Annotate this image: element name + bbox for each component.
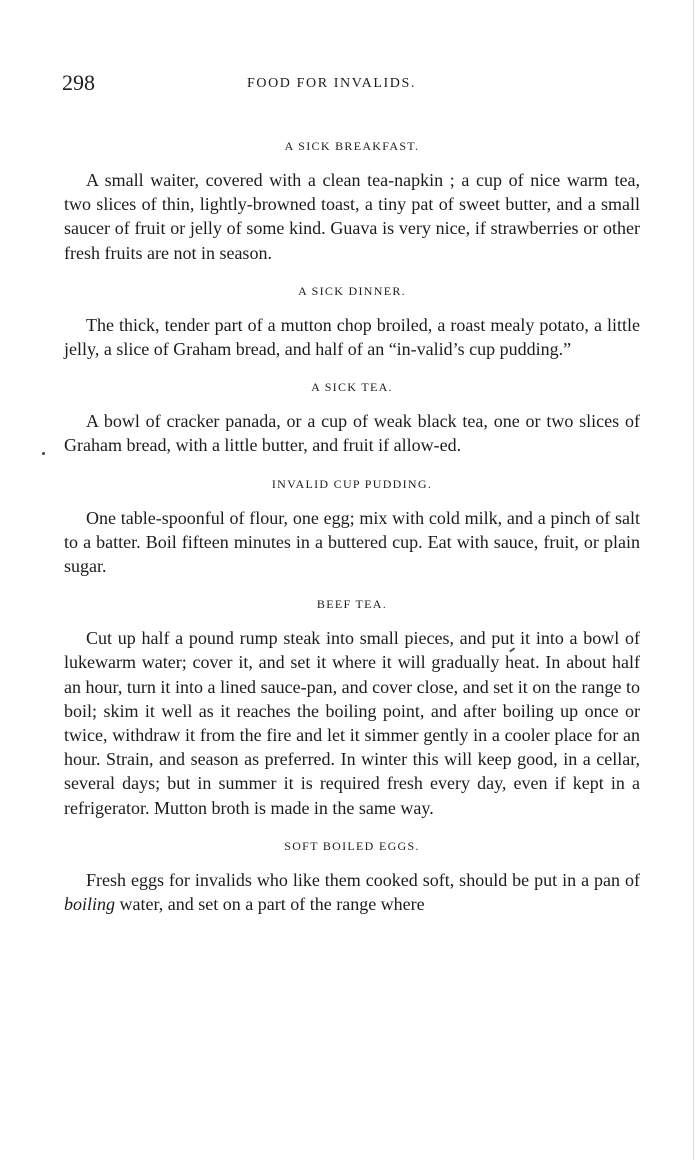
section-invalid-cup-pudding xyxy=(64,474,640,579)
section-paragraph: The thick, tender part of a mutton chop broiled, a roast mealy potato, a little jelly, a slice of Graham bread, and half of an “in-valid’s cup pudding.” xyxy=(64,314,640,360)
running-head: FOOD FOR INVALIDS. xyxy=(247,76,416,91)
section-beef-tea xyxy=(64,594,640,820)
stray-ink-mark xyxy=(42,452,45,455)
section-paragraph: Cut up half a pound rump steak into small pieces, and put it into a bowl of lukewarm water; cover it, and set it where it will gradually heat. In about half an hour, turn it into a lined sauce-pan, and cover close, and set it on the range to boil; skim it well as it reaches the boiling point, and after boiling up once or twice, withdraw it from the fire and let it simmer gently in a cooler place for an hour. Strain, and season as preferred. In winter this will keep good, in a cellar, several days; but in summer it is required fresh every day, even if kept in a refrigerator. Mutton broth is made in the same way. xyxy=(64,628,640,818)
section-sick-tea xyxy=(64,377,640,457)
page-body xyxy=(64,136,640,916)
section-heading: INVALID CUP PUDDING. xyxy=(271,476,433,491)
section-soft-boiled-eggs xyxy=(64,836,640,916)
section-sick-dinner xyxy=(64,281,640,361)
page-header xyxy=(62,70,640,100)
section-paragraph xyxy=(64,868,640,916)
section-heading: A SICK TEA. xyxy=(311,380,393,395)
paragraph-text: Fresh eggs for invalids who like them cooked soft, should be put in a pan of xyxy=(86,869,640,890)
section-heading: BEEF TEA. xyxy=(316,597,388,612)
section-heading: A SICK DINNER. xyxy=(298,283,406,298)
section-heading: SOFT BOILED EGGS. xyxy=(284,838,420,853)
section-heading: A SICK BREAKFAST. xyxy=(284,139,420,153)
page-edge xyxy=(693,0,694,1160)
section-sick-breakfast xyxy=(64,136,640,265)
section-paragraph: One table-spoonful of flour, one egg; mix with cold milk, and a pinch of salt to a batter. Boil fifteen minutes in a buttered cup. Eat with sauce, fruit, or plain sugar. xyxy=(64,507,640,577)
section-paragraph: A small waiter, covered with a clean tea-napkin ; a cup of nice warm tea, two slices of thin, lightly-browned toast, a tiny pat of sweet butter, and a small saucer of fruit or jelly of some kind. Guava is very nice, if strawberries or other fresh fruits are not in season. xyxy=(64,170,640,263)
section-paragraph: A bowl of cracker panada, or a cup of weak black tea, one or two slices of Graham bread, with a little butter, and fruit if allow-ed. xyxy=(64,411,640,456)
page-number: 298 xyxy=(62,70,95,95)
italic-word: boiling xyxy=(64,894,116,915)
paragraph-text: water, and set on a part of the range where xyxy=(115,894,425,915)
